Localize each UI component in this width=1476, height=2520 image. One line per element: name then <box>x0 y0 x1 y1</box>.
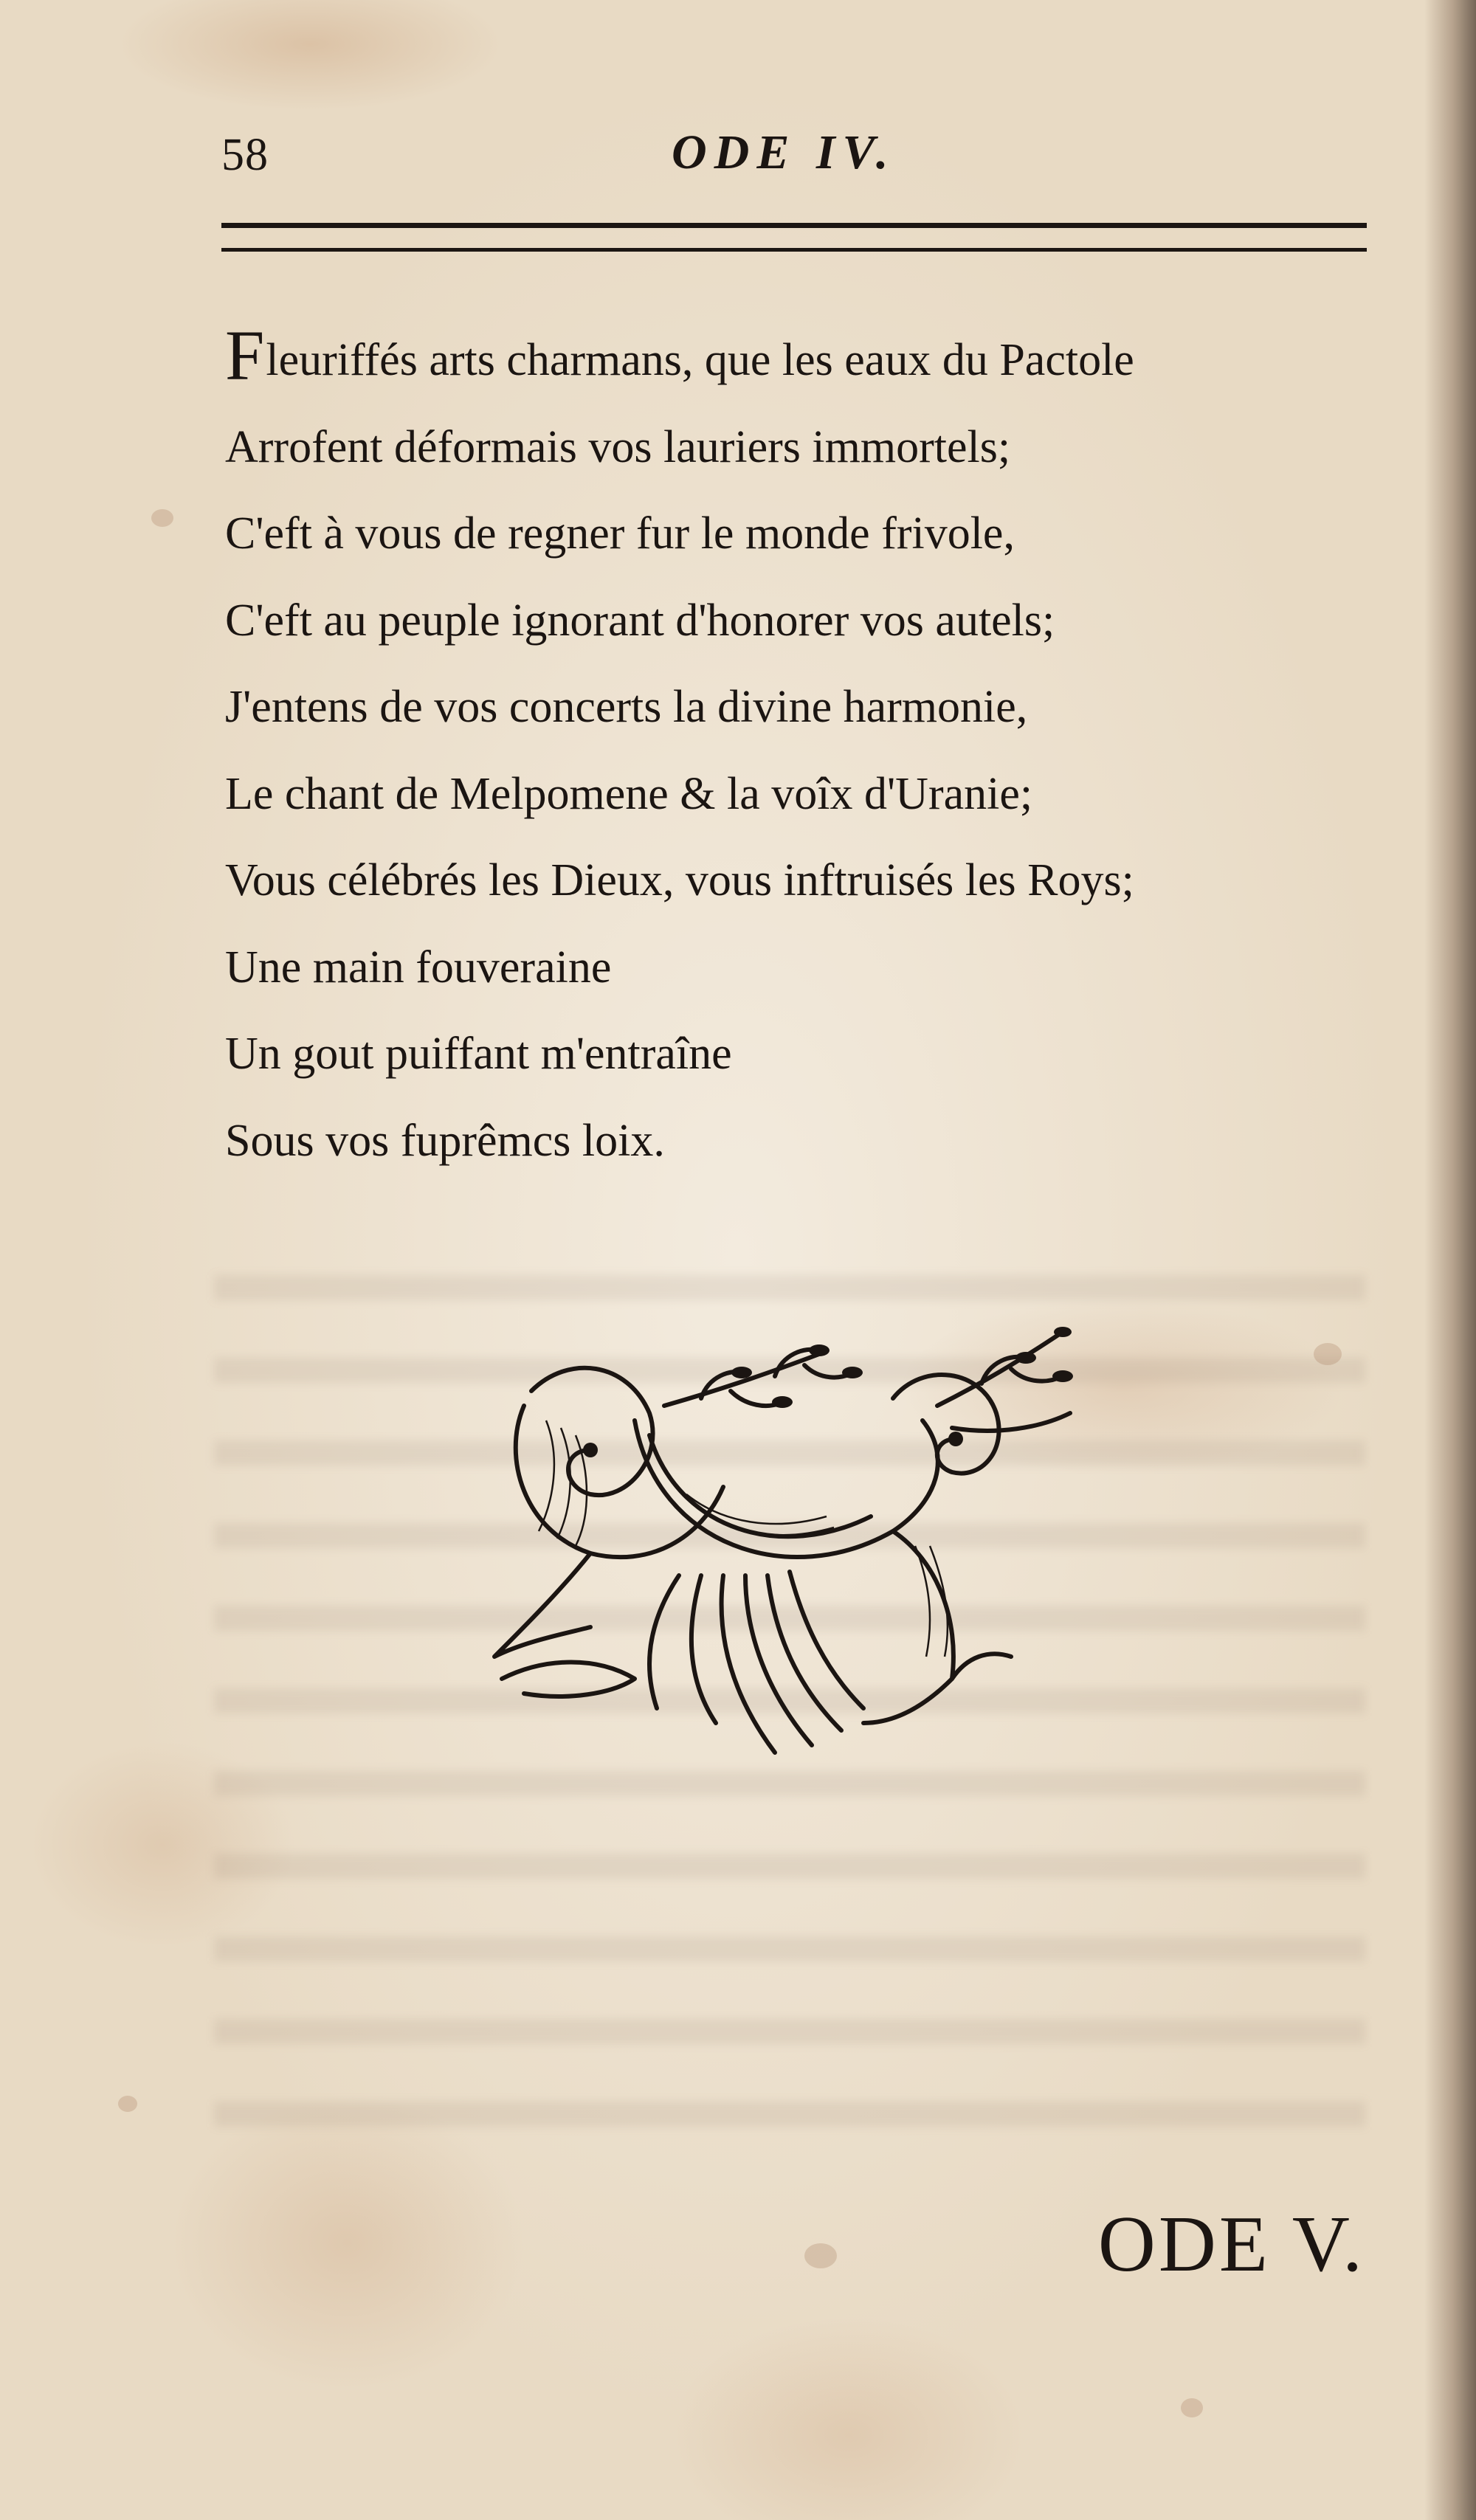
verse-line: C'eft à vous de regner fur le monde frivole, <box>225 508 1015 559</box>
foxing-spot <box>804 2243 837 2268</box>
foxing-spot <box>151 509 173 527</box>
foxing-spot <box>118 2096 137 2112</box>
running-head <box>221 122 1373 188</box>
header-rule-thin <box>221 248 1367 252</box>
page-number: 58 <box>221 130 269 180</box>
ornament-icon <box>480 1310 1092 1782</box>
page-gutter-shadow <box>1424 0 1476 2520</box>
verse-line: Une main fouveraine <box>225 942 612 993</box>
foxing-spot <box>1181 2398 1203 2417</box>
verse-line: Sous vos fuprêmcs loix. <box>225 1115 665 1166</box>
verse-line: Arrofent déformais vos lauriers immortels; <box>225 421 1011 472</box>
verse-line: Vous célébrés les Dieux, vous inftruisés les Roys; <box>225 855 1134 905</box>
verse-line <box>225 317 1376 404</box>
section-heading: ODE V. <box>1097 2200 1365 2288</box>
verse-stanza <box>225 317 1376 1184</box>
header-rule-thick <box>221 223 1367 228</box>
verse-line: C'eft au peuple ignorant d'honorer vos autels; <box>225 595 1055 646</box>
running-title: ODE IV. <box>672 125 896 179</box>
verse-line-text: leuriffés arts charmans, que les eaux du Pactole <box>266 335 1134 385</box>
foxing-spot <box>1314 1343 1342 1365</box>
verse-line: Un gout puiffant m'entraîne <box>225 1029 732 1079</box>
verse-line: J'entens de vos concerts la divine harmonie, <box>225 682 1028 732</box>
drop-capital: F <box>225 316 265 395</box>
verse-line: Le chant de Melpomene & la voîx d'Uranie; <box>225 768 1033 819</box>
